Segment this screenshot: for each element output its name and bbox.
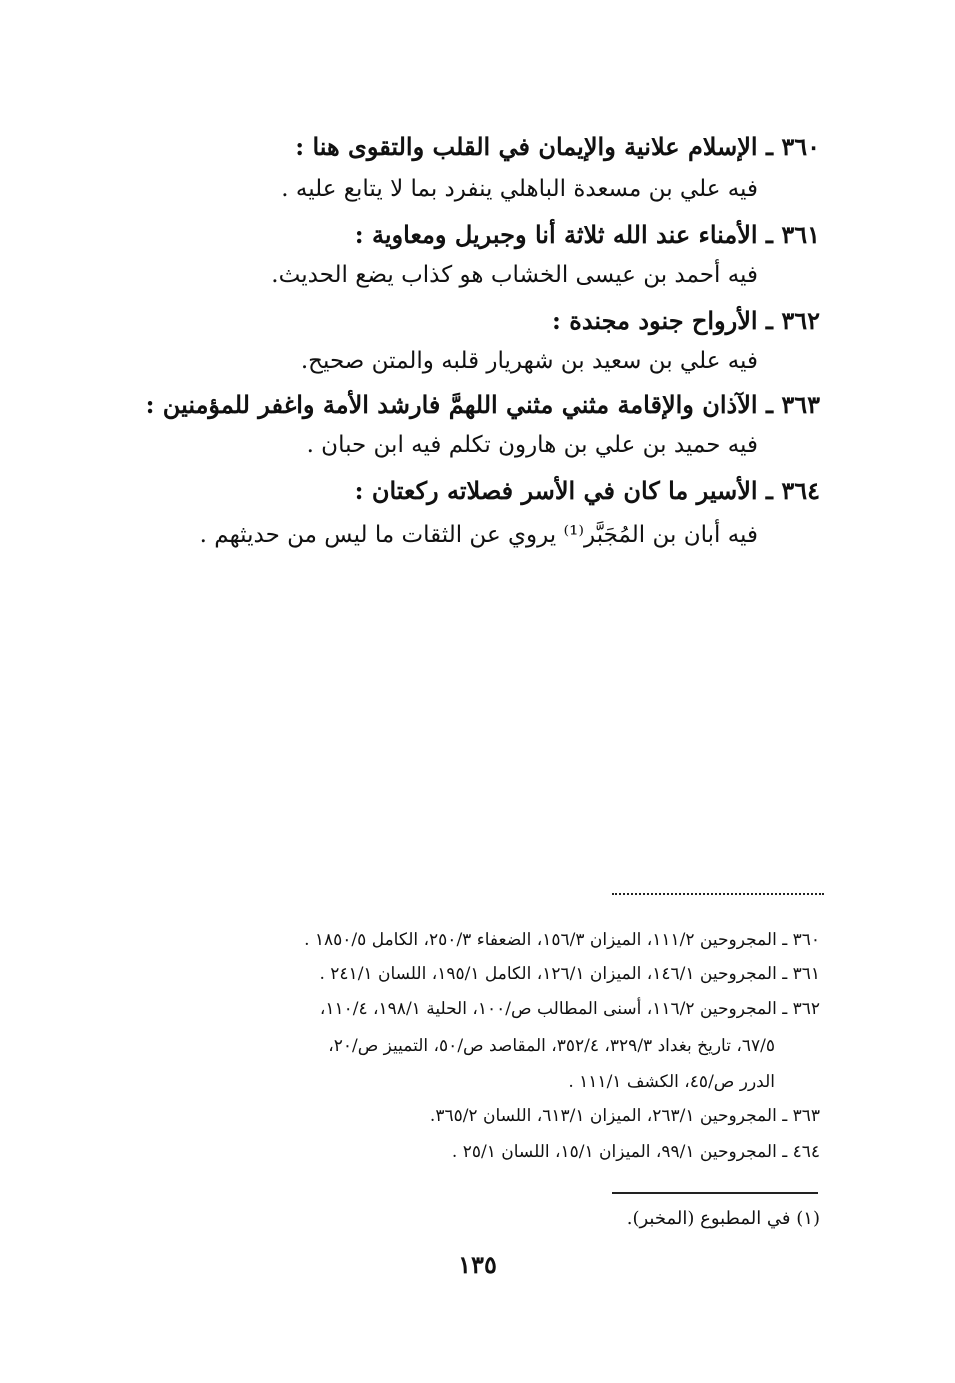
reference-361: ٣٦١ ـ المجروحين ١٤٦/١، الميزان ١٢٦/١، الكامل ١٩٥/١، اللسان ٢٤١/١ . bbox=[319, 964, 820, 984]
reference-362-cont-2: الدرر ص/٤٥، الكشف ١١١/١ . bbox=[568, 1072, 775, 1092]
reference-363: ٣٦٣ ـ المجروحين ٢٦٣/١، الميزان ٦١٣/١، اللسان ٣٦٥/٢. bbox=[429, 1106, 820, 1126]
references-separator bbox=[612, 893, 824, 897]
entry-body-360: فيه علي بن مسعدة الباهلي ينفرد بما لا يتابع عليه . bbox=[281, 176, 758, 202]
footnote: (١) في المطبوع (المخبر). bbox=[626, 1208, 820, 1229]
reference-362: ٣٦٢ ـ المجروحين ١١٦/٢، أسنى المطالب ص/١٠٠، الحلية ١٩٨/١، ١١٠/٤، bbox=[319, 999, 820, 1019]
entry-title-360: ٣٦٠ ـ الإسلام علانية والإيمان في القلب والتقوى هنا : bbox=[295, 132, 820, 161]
reference-360: ٣٦٠ ـ المجروحين ١١١/٢، الميزان ١٥٦/٣، الضعفاء ٢٥٠/٣، الكامل ١٨٥٠/٥ . bbox=[304, 930, 820, 950]
entry-title-361: ٣٦١ ـ الأمناء عند الله ثلاثة أنا وجبريل ومعاوية : bbox=[354, 220, 820, 249]
entry-body-364: فيه أبان بن المُجَبَّر⁽¹⁾ يروي عن الثقات ما ليس من حديثهم . bbox=[199, 522, 758, 548]
entry-title-364: ٣٦٤ ـ الأسير ما كان في الأسر فصلاته ركعتان : bbox=[354, 476, 820, 505]
reference-362-cont-1: ٦٧/٥، تاريخ بغداد ٣٢٩/٣، ٣٥٢/٤، المقاصد ص/٥٠، التمييز ص/٢٠، bbox=[328, 1036, 775, 1056]
entry-body-363: فيه حميد بن علي بن هارون تكلم فيه ابن حبان . bbox=[306, 432, 758, 458]
entry-body-361: فيه أحمد بن عيسى الخشاب هو كذاب يضع الحديث. bbox=[271, 262, 758, 288]
page-number: ١٣٥ bbox=[458, 1250, 497, 1279]
entry-title-363: ٣٦٣ ـ الآذان والإقامة مثني مثني اللهمَّ فارشد الأمة واغفر للمؤمنين : bbox=[145, 390, 820, 419]
entry-body-362: فيه علي بن سعيد بن شهريار قلبه والمتن صحيح. bbox=[300, 348, 758, 374]
reference-364: ٤٦٤ ـ المجروحين ٩٩/١، الميزان ١٥/١، اللسان ٢٥/١ . bbox=[451, 1142, 820, 1162]
entry-title-362: ٣٦٢ ـ الأرواح جنود مجندة : bbox=[552, 306, 820, 335]
footnote-rule bbox=[612, 1192, 818, 1194]
